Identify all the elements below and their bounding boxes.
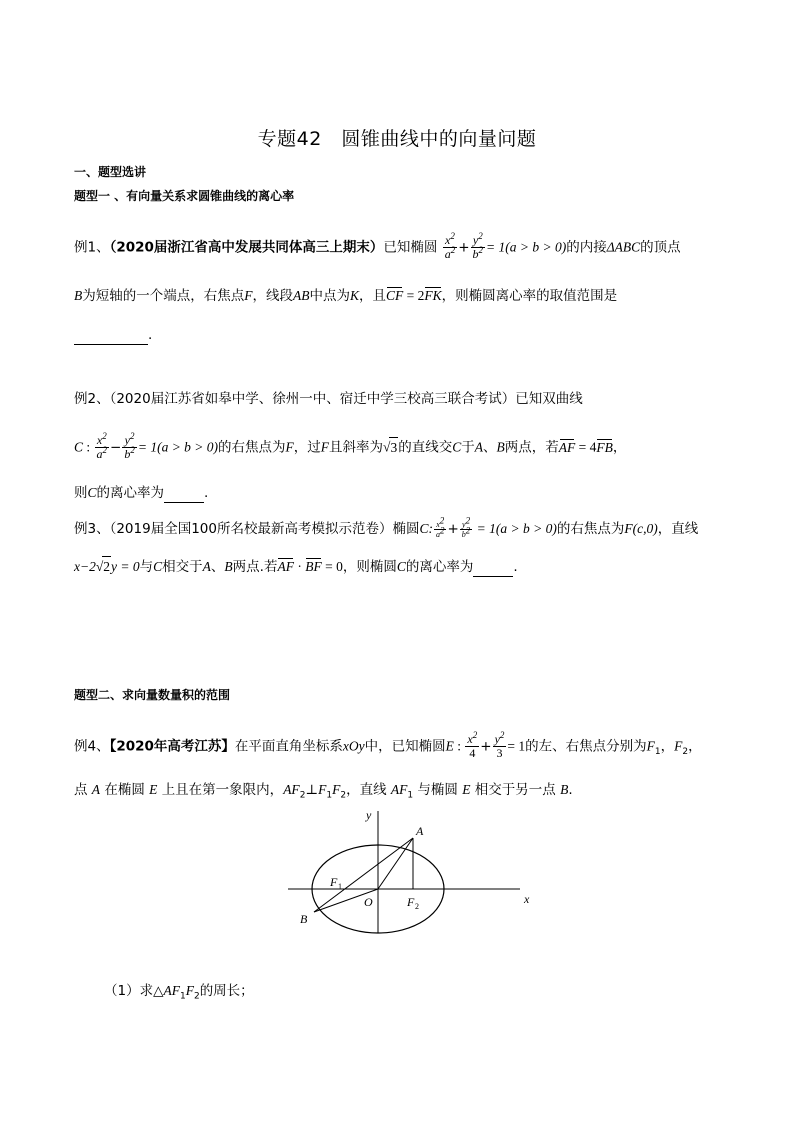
math: · [293, 559, 306, 574]
math: y = 0 [111, 559, 140, 574]
text: ，则椭圆离心率的取值范围是 [441, 288, 618, 304]
fraction-x2-a2: $\frac{x^2}{a^2}$ [444, 231, 456, 261]
example-source: （2019届全国100所名校最新高考模拟示范卷） [109, 521, 393, 537]
page-title: 专题42 圆锥曲线中的向量问题 [257, 128, 537, 150]
label-a: A [416, 824, 424, 838]
text: 已知椭圆 [383, 239, 438, 256]
math: = 4 [575, 439, 597, 455]
example-source: （2020届江苏省如皋中学、徐州一中、宿迁中学三校高三联合考试） [109, 391, 516, 407]
math: F [320, 439, 330, 455]
math: F [332, 782, 341, 797]
label-o: O [364, 895, 373, 909]
vector-bf: BF [305, 557, 322, 577]
condition: = 1(a > b > 0) [473, 521, 557, 536]
math: = 0 [321, 559, 343, 574]
fraction-y2-b2: $\frac{y^2}{b^2}$ [124, 431, 135, 461]
focus-point: F(c,0) [624, 521, 658, 536]
triangle-symbol: ΔABC [606, 239, 641, 255]
label-f2: F [407, 895, 415, 909]
label-f1: F [330, 875, 338, 889]
math: F [646, 738, 655, 754]
math: ⊥F [305, 782, 327, 797]
text: 椭圆 [392, 521, 420, 537]
text: 的顶点 [640, 239, 681, 256]
example-2-line-1 [74, 389, 583, 409]
text: 两点，若 [504, 439, 559, 456]
text: . [148, 327, 153, 343]
question-type-heading: 题型二、求向量数量积的范围 [74, 688, 231, 702]
text: 的右焦点为 [556, 521, 625, 537]
text: 于 [461, 439, 475, 456]
math: A [474, 439, 483, 455]
math: F [244, 288, 253, 303]
text: （1）求 [104, 983, 154, 999]
sqrt-value: 2 [102, 556, 111, 577]
vector-fk: FK [424, 286, 441, 306]
example-3-line-1: 例3、（2019届全国100所名校最新高考模拟示范卷）椭圆C: $\frac{x^2}{a^2}$ + $\frac{y^2}{b^2}$ = 1(a > b > 0)的右焦点为F(c,0)，直线 [74, 514, 699, 539]
math: E [445, 738, 454, 754]
text: 的内接 [566, 239, 607, 256]
answer-blank [74, 330, 148, 345]
label-y: y [366, 808, 372, 822]
math: C: [419, 521, 433, 536]
fraction-x2-4: $\frac{x^2}{4}$ [467, 730, 478, 760]
text: 相交于另一点 [474, 782, 556, 798]
example-4-line-1: 例4、【2020年高考江苏】在平面直角坐标系xOy中，已知椭圆E : $\frac{x^2}{4}$ + $\frac{y^2}{3}$ = 1的左、右焦点分别为$F_1$，$F_2$， [74, 730, 702, 760]
text: ，则椭圆 [342, 559, 397, 575]
fraction-y2-b2: $\frac{y^2}{b^2}$ [472, 231, 484, 261]
text: 为短轴的一个端点，右焦点 [82, 288, 245, 304]
text: 的直线交 [398, 439, 453, 456]
math: = 2 [403, 288, 425, 303]
vector-af: AF [277, 557, 294, 577]
question-type-heading: 题型一 、有向量关系求圆锥曲线的离心率 [74, 189, 295, 203]
section-heading: 一、题型选讲 [74, 165, 147, 179]
question-1: （1）求$\triangle AF_1F_2$的周长； [104, 983, 254, 1002]
text: 相交于 [162, 559, 203, 575]
vector-af: AF [559, 438, 576, 458]
math: x−2 [74, 559, 96, 574]
example-label: 例2、 [74, 391, 110, 407]
example-1-answer-line [74, 325, 152, 345]
label-f2-sub: 2 [415, 902, 419, 911]
vector-cf: CF [386, 286, 403, 306]
condition: = 1 [507, 738, 526, 754]
condition: = 1(a > b > 0) [137, 439, 219, 455]
label-x: x [524, 892, 530, 906]
fraction-x2-a2: $\frac{x^2}{a^2}$ [435, 514, 445, 539]
example-label: 例1、 [74, 239, 110, 256]
math: C [74, 439, 84, 455]
triangle-symbol: △AF [153, 983, 180, 998]
example-2-line-2: C : $\frac{x^2}{a^2}$ − $\frac{y^2}{b^2}$ = 1(a > b > 0)的右焦点为F，过F且斜率为√3的直线交C于A、B两点，若AF = 4FB， [74, 431, 627, 461]
example-4-line-2: 点 A 在椭圆 E 上且在第一象限内，$AF_2\perp F_1F_2$，直线 $AF_1$ 与椭圆 E 相交于另一点 B. [74, 782, 573, 801]
text: ，且 [359, 288, 387, 304]
example-source: 【2020年高考江苏】 [109, 738, 235, 755]
vector-fb: FB [596, 438, 613, 458]
text: ，直线 [657, 521, 699, 537]
example-1-line-1: 例1、（2020届浙江省高中发展共同体高三上期末）已知椭圆 $\frac{x^2}{a^2}$ + $\frac{y^2}{b^2}$ = 1(a > b > 0)的内接ΔABC的顶点 [74, 231, 681, 261]
text: 的右焦点为 [218, 439, 286, 456]
text: 点 [74, 782, 88, 798]
math: xOy [342, 738, 365, 754]
math: B [496, 439, 505, 455]
text: ，线段 [252, 288, 293, 304]
math: F [674, 738, 683, 754]
text: 中，已知椭圆 [364, 738, 446, 755]
example-3-line-2: x−2√2y = 0与C相交于A、B两点.若AF · BF = 0，则椭圆C的离心率为 . [74, 556, 518, 577]
text: 的周长； [199, 983, 254, 999]
example-label: 例4、 [74, 738, 110, 755]
text: 两点.若 [232, 559, 278, 575]
text: 上且在第一象限内， [161, 782, 284, 798]
math: AF [390, 782, 408, 797]
fraction-y2-b2: $\frac{y^2}{b^2}$ [461, 514, 471, 539]
math: K [350, 288, 360, 303]
condition: = 1(a > b > 0) [486, 239, 567, 255]
fraction-y2-3: $\frac{y^2}{3}$ [494, 730, 505, 760]
label-b: B [300, 912, 308, 926]
text: 的左、右焦点分别为 [525, 738, 647, 755]
text: ，直线 [346, 782, 387, 798]
math: AB [293, 288, 310, 303]
text: 与 [139, 559, 154, 575]
math: AF [283, 782, 300, 797]
text: 在椭圆 [104, 782, 145, 798]
text: 与椭圆 [417, 782, 458, 798]
text: 的离心率为 [405, 559, 474, 575]
text: ， [612, 439, 627, 456]
math: C [452, 439, 462, 455]
example-1-line-2 [74, 286, 617, 306]
example-source: （2020届浙江省高中发展共同体高三上期末） [109, 239, 384, 256]
sqrt-value: 3 [389, 437, 398, 458]
text: 且斜率为 [329, 439, 384, 456]
text: 已知双曲线 [515, 391, 583, 407]
text: . [204, 485, 209, 501]
math: B [560, 782, 569, 797]
answer-blank [164, 488, 204, 503]
ellipse-figure [280, 805, 540, 935]
text: 的离心率为 [96, 485, 165, 501]
text: ，过 [293, 439, 321, 456]
answer-blank [473, 562, 513, 577]
text: 则 [74, 485, 88, 501]
text: 在平面直角坐标系 [234, 738, 343, 755]
example-2-line-3 [74, 483, 208, 503]
text: . [513, 559, 518, 575]
fraction-x2-a2: $\frac{x^2}{a^2}$ [96, 431, 108, 461]
math: F [285, 439, 294, 455]
math: C [87, 485, 97, 500]
text: 、 [482, 439, 497, 456]
text: 中点为 [309, 288, 350, 304]
math: B [74, 288, 83, 303]
example-label: 例3、 [74, 521, 110, 537]
label-f1-sub: 1 [338, 882, 342, 891]
